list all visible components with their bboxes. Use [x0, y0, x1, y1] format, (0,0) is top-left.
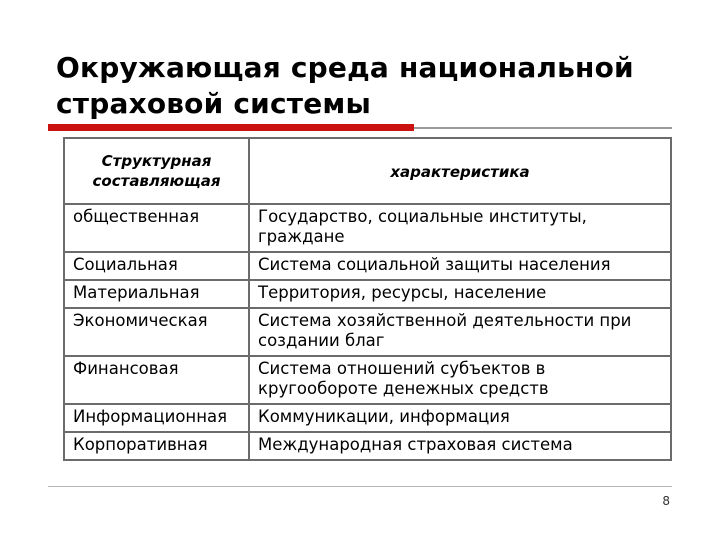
row-characteristic: Международная страховая система: [249, 432, 671, 460]
header-structural-component: Структурная составляющая: [64, 138, 249, 204]
title-line-1: Окружающая среда национальной: [56, 51, 634, 84]
environment-table: [63, 137, 672, 461]
row-component: Информационная: [64, 404, 249, 432]
row-characteristic: Территория, ресурсы, население: [249, 280, 671, 308]
row-component: Экономическая: [64, 308, 249, 356]
row-characteristic: Система отношений субъектов в кругообороте денежных средств: [249, 356, 671, 404]
table-row: [64, 204, 671, 252]
row-characteristic: Коммуникации, информация: [249, 404, 671, 432]
row-component: Корпоративная: [64, 432, 249, 460]
table-row: [64, 252, 671, 280]
table-header-row: [64, 138, 671, 204]
table-row: [64, 432, 671, 460]
title-line-2: страховой системы: [56, 87, 372, 120]
footer-rule: [48, 486, 672, 487]
slide-title: [56, 50, 696, 122]
title-accent-bar: [48, 124, 414, 131]
table-row: [64, 280, 671, 308]
row-component: Социальная: [64, 252, 249, 280]
row-component: Материальная: [64, 280, 249, 308]
row-component: Финансовая: [64, 356, 249, 404]
row-characteristic: Государство, социальные институты, граждане: [249, 204, 671, 252]
table-row: [64, 404, 671, 432]
row-characteristic: Система хозяйственной деятельности при создании благ: [249, 308, 671, 356]
row-characteristic: Система социальной защиты населения: [249, 252, 671, 280]
header-characteristic: характеристика: [249, 138, 671, 204]
table-row: [64, 308, 671, 356]
slide-number: 8: [662, 494, 670, 508]
row-component: общественная: [64, 204, 249, 252]
table-row: [64, 356, 671, 404]
